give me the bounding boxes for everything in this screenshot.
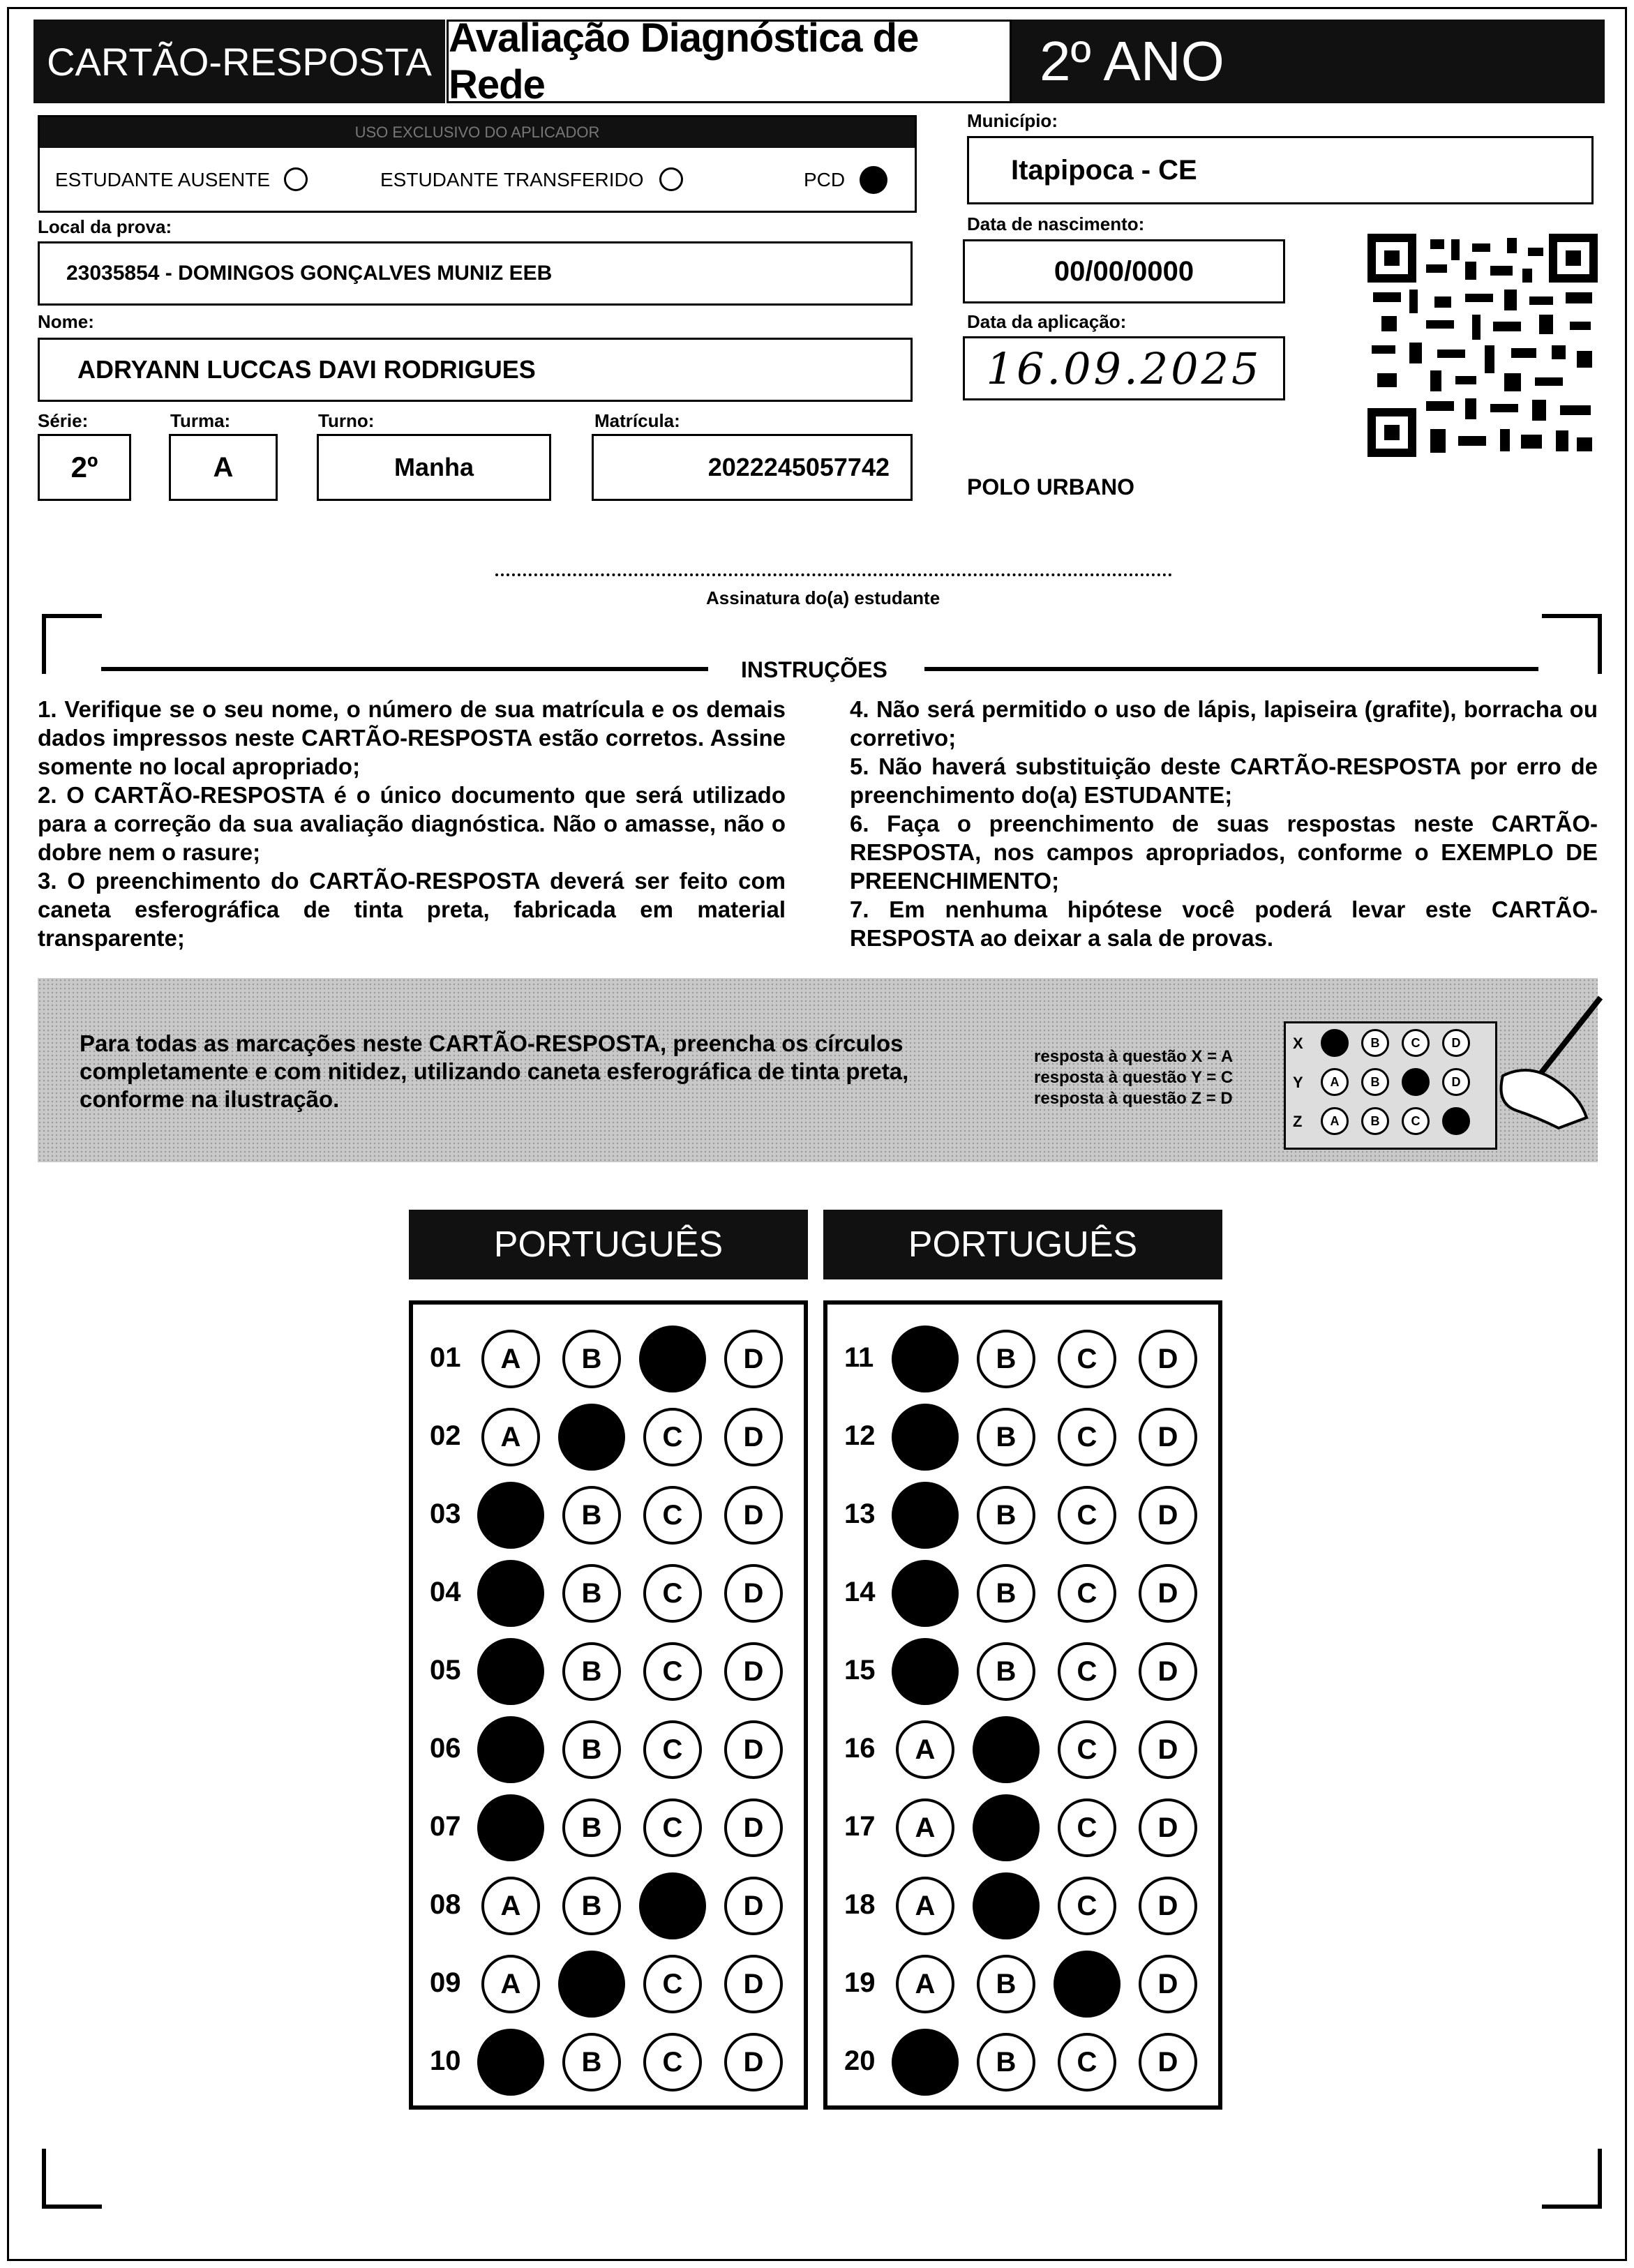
answer-bubble-a[interactable]: A [896,1720,954,1779]
question-number: 11 [844,1342,874,1373]
answer-bubble-b[interactable] [973,1794,1040,1861]
answer-bubble-b[interactable]: B [562,1642,621,1701]
answer-bubble-a[interactable] [477,1794,544,1861]
example-bubble: D [1442,1068,1470,1096]
answer-grid [409,1300,808,2110]
question-number: 08 [430,1889,461,1920]
answer-bubble-b[interactable]: B [977,1486,1035,1545]
example-legend-line: resposta à questão Y = C [1034,1068,1234,1087]
answer-bubble-b[interactable]: B [562,1564,621,1623]
instruction-item: 5. Não haverá substituição deste CARTÃO-RESPOSTA por erro de preenchimento do(a) ESTUDANTE; [850,753,1598,808]
answer-bubble-c[interactable]: C [643,2033,702,2091]
question-number: 06 [430,1733,461,1764]
turno-label: Turno: [318,410,375,431]
answer-bubble-c[interactable]: C [1058,1564,1116,1623]
answer-bubble-a[interactable] [892,1404,959,1471]
instruction-item: 4. Não será permitido o uso de lápis, lapiseira (grafite), borracha ou corretivo; [850,696,1598,751]
local-value: 23035854 - DOMINGOS GONÇALVES MUNIZ EEB [66,262,553,285]
answer-bubble-b[interactable]: B [977,1330,1035,1388]
answer-bubble-a[interactable]: A [481,1408,540,1466]
instruction-item: 6. Faça o preenchimento de suas respostas neste CARTÃO-RESPOSTA, nos campos apropriados, conforme o EXEMPLO DE PREENCHIMENTO; [850,811,1598,894]
question-number: 20 [844,2045,876,2076]
question-number: 05 [430,1655,461,1685]
grade-box [1012,20,1605,103]
nome-value: ADRYANN LUCCAS DAVI RODRIGUES [77,355,536,384]
question-number: 13 [844,1499,876,1529]
matricula-label: Matrícula: [594,410,680,431]
answer-bubble-d[interactable]: D [1139,1486,1197,1545]
answer-bubble-b[interactable]: B [977,1564,1035,1623]
instructions-rule-right [924,667,1538,671]
example-row-label: Z [1293,1113,1303,1130]
answer-bubble-c[interactable]: C [1058,1486,1116,1545]
answer-bubble-d[interactable]: D [1139,1564,1197,1623]
answer-bubble-c[interactable]: C [643,1408,702,1466]
question-number: 01 [430,1342,461,1373]
answer-bubble-c[interactable]: C [1058,1877,1116,1935]
instructions-column-right [850,695,1598,952]
instruction-item: 2. O CARTÃO-RESPOSTA é o único documento que será utilizado para a correção da sua avaliação diagnóstica. Não o amasse, não o dobre nem o rasure; [38,782,786,865]
question-number: 02 [430,1420,461,1451]
answer-bubble-b[interactable]: B [562,1720,621,1779]
answer-bubble-a[interactable] [477,1560,544,1627]
matricula-box [592,434,913,501]
example-grid [1284,1021,1497,1150]
section-header [409,1210,808,1279]
answer-bubble-d[interactable]: D [724,1408,783,1466]
instruction-item: 1. Verifique se o seu nome, o número de sua matrícula e os demais dados impressos neste CARTÃO-RESPOSTA estão corretos. Assine somente no local apropriado; [38,696,786,779]
instructions-title: INSTRUÇÕES [741,657,887,682]
answer-bubble-d[interactable]: D [1139,1408,1197,1466]
serie-box [38,434,131,501]
aplicacao-value: 16.09.2025 [986,343,1262,394]
answer-bubble-c[interactable]: C [643,1564,702,1623]
answer-bubble-d[interactable]: D [724,1642,783,1701]
example-banner [38,978,1598,1162]
grade-label: 2º ANO [1040,30,1224,92]
example-bubble: C [1402,1029,1430,1057]
answer-bubble-b[interactable] [558,1404,625,1471]
turma-box [169,434,278,501]
answer-bubble-b[interactable] [973,1872,1040,1939]
answer-bubble-c[interactable]: C [643,1642,702,1701]
answer-bubble-c[interactable]: C [643,1486,702,1545]
answer-bubble-a[interactable] [892,1560,959,1627]
answer-bubble-d[interactable]: D [724,1720,783,1779]
instructions-rule-left [101,667,708,671]
question-number: 16 [844,1733,876,1764]
answer-bubble-d[interactable]: D [1139,1877,1197,1935]
answer-bubble-c[interactable]: C [1058,1330,1116,1388]
corner-mark-bottom-left [42,2149,102,2209]
question-number: 12 [844,1420,876,1451]
corner-mark-top-right [1542,614,1602,674]
turma-value: A [213,451,234,483]
answer-bubble-c[interactable] [639,1325,706,1392]
answer-bubble-b[interactable]: B [977,1642,1035,1701]
answer-bubble-b[interactable] [973,1716,1040,1783]
aplicacao-label: Data da aplicação: [967,311,1127,332]
exam-title-box [447,15,1012,107]
answer-bubble-c[interactable]: C [1058,1408,1116,1466]
nascimento-label: Data de nascimento: [967,213,1145,234]
transferred-bubble[interactable] [659,167,683,191]
serie-value: 2º [70,451,98,483]
answer-bubble-b[interactable]: B [562,1877,621,1935]
example-bubble: A [1321,1107,1349,1135]
turno-box [317,434,551,501]
question-number: 04 [430,1577,461,1607]
example-bubble [1402,1068,1430,1096]
answer-bubble-c[interactable]: C [1058,2033,1116,2091]
answer-bubble-c[interactable]: C [643,1798,702,1857]
answer-bubble-c[interactable] [639,1872,706,1939]
example-row-label: Y [1293,1074,1303,1091]
answer-bubble-d[interactable]: D [724,1798,783,1857]
answer-bubble-c[interactable]: C [1058,1720,1116,1779]
absent-bubble[interactable] [284,167,308,191]
answer-bubble-b[interactable]: B [977,2033,1035,2091]
exam-title: Avaliação Diagnóstica de Rede [449,15,919,107]
local-box [38,241,913,306]
answer-bubble-a[interactable]: A [481,1330,540,1388]
answer-bubble-a[interactable]: A [896,1877,954,1935]
answer-bubble-c[interactable]: C [643,1955,702,2013]
answer-bubble-d[interactable]: D [724,1330,783,1388]
answer-bubble-d[interactable]: D [1139,1720,1197,1779]
answer-bubble-a[interactable] [477,1482,544,1549]
answer-bubble-a[interactable] [892,1638,959,1705]
section-title: PORTUGUÊS [493,1224,724,1265]
answer-bubble-a[interactable] [477,2029,544,2096]
question-number: 19 [844,1967,876,1998]
turma-label: Turma: [170,410,231,431]
example-bubble: D [1442,1029,1470,1057]
nome-label: Nome: [38,311,94,332]
example-text: Para todas as marcações neste CARTÃO-RESPOSTA, preencha os círculos completamente e com nitidez, utilizando caneta esferográfica de tinta preta, conforme na ilustração. [80,1030,909,1112]
answer-bubble-d[interactable]: D [724,1877,783,1935]
applicator-title: USO EXCLUSIVO DO APLICADOR [40,117,915,148]
answer-bubble-c[interactable] [1054,1951,1120,2018]
answer-grid [823,1300,1222,2110]
municipio-label: Município: [967,110,1058,131]
nascimento-box [963,239,1285,303]
absent-label: ESTUDANTE AUSENTE [55,169,271,190]
example-bubble: C [1402,1107,1430,1135]
polo-label: POLO URBANO [967,474,1134,500]
answer-bubble-a[interactable]: A [481,1877,540,1935]
example-bubble: B [1361,1029,1389,1057]
answer-bubble-d[interactable]: D [724,1486,783,1545]
nascimento-value: 00/00/0000 [1054,255,1194,287]
answer-bubble-a[interactable] [892,1325,959,1392]
instruction-item: 7. Em nenhuma hipótese você poderá levar este CARTÃO-RESPOSTA ao deixar a sala de provas. [850,896,1598,951]
answer-bubble-c[interactable]: C [643,1720,702,1779]
answer-bubble-d[interactable]: D [1139,2033,1197,2091]
answer-bubble-c[interactable]: C [1058,1642,1116,1701]
question-number: 18 [844,1889,876,1920]
answer-bubble-d[interactable]: D [1139,1330,1197,1388]
answer-bubble-a[interactable] [477,1716,544,1783]
example-legend-line: resposta à questão Z = D [1034,1089,1233,1108]
matricula-value: 2022245057742 [707,453,890,481]
answer-bubble-d[interactable]: D [1139,1642,1197,1701]
example-row-label: X [1293,1035,1303,1052]
question-number: 17 [844,1811,876,1842]
answer-bubble-b[interactable]: B [562,2033,621,2091]
serie-label: Série: [38,410,89,431]
signature-label: Assinatura do(a) estudante [706,587,940,608]
nome-box [38,338,913,402]
transferred-label: ESTUDANTE TRANSFERIDO [380,169,644,190]
question-number: 07 [430,1811,461,1842]
answer-bubble-b[interactable]: B [562,1798,621,1857]
question-number: 14 [844,1577,876,1607]
example-legend-line: resposta à questão X = A [1034,1047,1234,1066]
card-title-box [33,20,445,103]
example-bubble: B [1361,1068,1389,1096]
pcd-label: PCD [804,169,846,190]
answer-bubble-a[interactable]: A [481,1955,540,2013]
pcd-bubble[interactable] [860,166,887,194]
municipio-value: Itapipoca - CE [1011,154,1197,186]
example-bubble [1442,1107,1470,1135]
local-label: Local da prova: [38,216,172,237]
municipio-box [967,136,1594,204]
corner-mark-top-left [42,614,102,674]
answer-bubble-b[interactable] [558,1951,625,2018]
instructions-column-left [38,695,786,952]
answer-bubble-d[interactable]: D [724,1955,783,2013]
qr-code [1367,234,1598,457]
signature-line[interactable] [495,573,1172,576]
answer-bubble-c[interactable]: C [1058,1798,1116,1857]
answer-bubble-d[interactable]: D [1139,1798,1197,1857]
answer-bubble-a[interactable] [892,1482,959,1549]
corner-mark-bottom-right [1542,2149,1602,2209]
answer-bubble-b[interactable]: B [562,1330,621,1388]
turno-value: Manha [393,453,474,481]
answer-bubble-d[interactable]: D [724,2033,783,2091]
answer-bubble-b[interactable]: B [977,1408,1035,1466]
answer-bubble-d[interactable]: D [1139,1955,1197,2013]
answer-bubble-a[interactable] [892,2029,959,2096]
example-bubble: A [1321,1068,1349,1096]
question-number: 03 [430,1499,461,1529]
answer-bubble-a[interactable]: A [896,1798,954,1857]
question-number: 15 [844,1655,876,1685]
answer-bubble-b[interactable]: B [562,1486,621,1545]
example-bubble [1321,1029,1349,1057]
section-header [823,1210,1222,1279]
section-title: PORTUGUÊS [908,1224,1138,1265]
hand-pen-icon [1475,992,1614,1132]
instruction-item: 3. O preenchimento do CARTÃO-RESPOSTA deverá ser feito com caneta esferográfica de tinta preta, fabricada em material transparente; [38,868,786,951]
aplicacao-box [963,336,1285,400]
question-number: 10 [430,2045,461,2076]
example-legend [1034,1046,1233,1109]
answer-bubble-a[interactable] [477,1638,544,1705]
question-number: 09 [430,1967,461,1998]
card-title: CARTÃO-RESPOSTA [47,39,432,84]
example-bubble: B [1361,1107,1389,1135]
applicator-box [38,115,917,213]
answer-bubble-d[interactable]: D [724,1564,783,1623]
answer-bubble-a[interactable]: A [896,1955,954,2013]
answer-bubble-b[interactable]: B [977,1955,1035,2013]
